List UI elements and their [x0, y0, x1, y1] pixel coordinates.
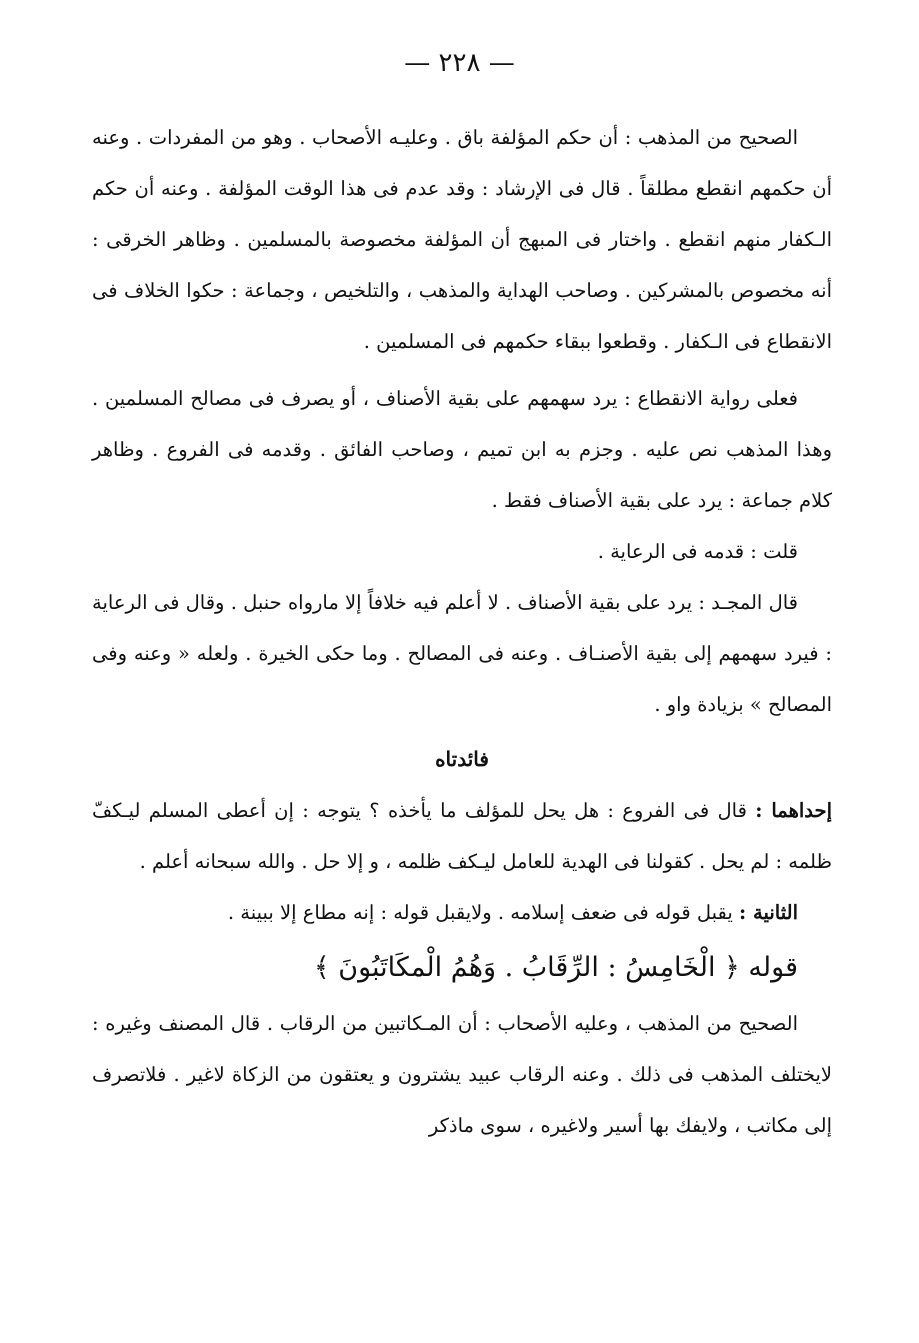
note-2-text: يقبل قوله فى ضعف إسلامه . ولايقبل قوله : إنه مطاع إلا ببينة . [227, 901, 733, 924]
paragraph-2: فعلى رواية الانقطاع : يرد سهمهم على بقية الأصناف ، أو يصرف فى مصالح المسلمين . وهذا المذهب نص عليه . وجزم به ابن تميم ، وصاحب الفائق . وقدمه فى الفروع . وظاهر كلام جماعة : يرد على بقية الأصناف فقط . [92, 387, 832, 512]
section-heading: فائدتاه [435, 747, 489, 771]
closing-paragraph: الصحيح من المذهب ، وعليه الأصحاب : أن المـكاتبين من الرقاب . قال المصنف وغيره : لايختلف المذهب فى ذلك . وعنه الرقاب عبيد يشترون و يعتقون من الزكاة لاغير . فلاتصرف إلى مكاتب ، ولايفك بها أسير ولاغيره ، سوى ماذكر [92, 1012, 832, 1137]
text-body [92, 112, 832, 1151]
verse-quote: قوله ﴿ الْخَامِسُ : الرِّقَابُ . وَهُمُ الْمكَاتَبُونَ ﴾ [313, 952, 798, 983]
note-1-lead: إحداهما : [755, 799, 832, 822]
note-2 [92, 887, 832, 938]
page-number: — ٢٢٨ — [404, 48, 515, 78]
paragraph-3: قلت : قدمه فى الرعاية . [597, 540, 798, 563]
note-1-text: قال فى الفروع : هل يحل للمؤلف ما يأخذه ؟ يتوجه : إن أعطى المسلم ليـكفّ ظلمه : لم يحل . كقولنا فى الهدية للعامل ليـكف ظلمه ، و إلا حل . والله سبحانه أعلم . [92, 799, 832, 873]
note-2-lead: الثانية : [739, 901, 798, 924]
paragraph-4: قال المجـد : يرد على بقية الأصناف . لا أعلم فيه خلافاً إلا مارواه حنبل . وقال فى الرعاية : فيرد سهمهم إلى بقية الأصنـاف . وعنه فى المصالح . وما حكى الخيرة . ولعله « وعنه وفى المصالح » بزيادة واو . [92, 591, 832, 716]
note-1 [92, 785, 832, 887]
paragraph-1: الصحيح من المذهب : أن حكم المؤلفة باق . وعليـه الأصحاب . وهو من المفردات . وعنه أن حكمهم انقطع مطلقاً . قال فى الإرشاد : وقد عدم فى هذا الوقت المؤلفة . وعنه أن حكم الـكفار منهم انقطع . واختار فى المبهج أن المؤلفة مخصوصة بالمسلمين . وظاهر الخرقى : أنه مخصوص بالمشركين . وصاحب الهداية والمذهب ، والتلخيص ، وجماعة : حكوا الخلاف فى الانقطاع فى الـكفار . وقطعوا ببقاء حكمهم فى المسلمين . [92, 126, 832, 353]
